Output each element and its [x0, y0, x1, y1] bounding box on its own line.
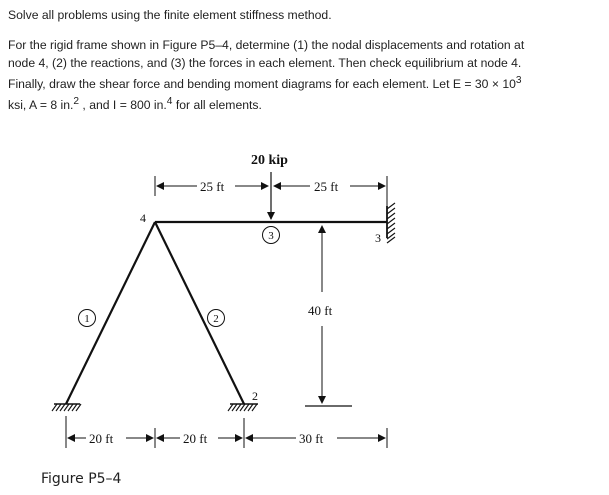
node-label-2: 2 — [252, 389, 258, 403]
node-label-4: 4 — [140, 211, 146, 225]
element-2-member — [155, 222, 244, 404]
fixed-wall-node-3 — [387, 203, 395, 243]
dim-bottom-label-1: 20 ft — [89, 431, 114, 446]
element-1-member — [66, 222, 155, 404]
exponent-3: 3 — [515, 75, 522, 86]
element-label-1: 1 — [84, 313, 90, 325]
problem-line-2: node 4, (2) the reactions, and (3) the forces in each element. Then check equilibrium at node 4. — [8, 56, 522, 70]
problem-line-4-c: for all elements. — [172, 98, 262, 113]
figure-caption: Figure P5–4 — [41, 471, 122, 487]
problem-line-3-text: Finally, draw the shear force and bending moment diagrams for each element. Let E = 30 × 10 — [8, 77, 516, 92]
problem-line-4 — [8, 93, 608, 114]
problem-statement — [8, 6, 608, 114]
dim-top-label-2: 25 ft — [314, 179, 339, 194]
problem-line-3 — [8, 72, 608, 93]
load-label: 20 kip — [251, 153, 288, 168]
fixed-support-node-2 — [228, 404, 258, 411]
dim-bottom-label-3: 30 ft — [299, 431, 324, 446]
problem-line-1: For the rigid frame shown in Figure P5–4, determine (1) the nodal displacements and rotation at — [8, 38, 525, 52]
dim-top-label-1: 25 ft — [200, 179, 225, 194]
exponent-4: 4 — [166, 96, 173, 108]
fixed-support-node-1 — [52, 404, 81, 411]
exponent-2: 2 — [73, 96, 80, 108]
problem-line-4-b: , and I = 800 in. — [79, 98, 167, 113]
frame-figure — [0, 138, 609, 473]
element-label-3: 3 — [268, 230, 274, 242]
instruction-text: Solve all problems using the finite element stiffness method. — [8, 8, 332, 22]
node-label-3: 3 — [375, 231, 381, 245]
problem-line-4-a: ksi, A = 8 in. — [8, 98, 74, 113]
element-label-2: 2 — [213, 313, 219, 325]
dim-vertical-label: 40 ft — [308, 303, 333, 318]
dim-bottom-label-2: 20 ft — [183, 431, 208, 446]
